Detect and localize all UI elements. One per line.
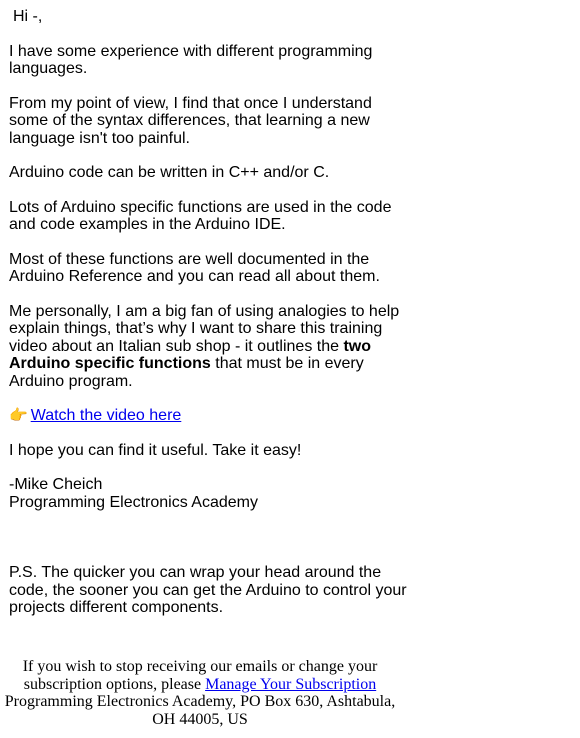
video-link-line (9, 407, 409, 425)
paragraph-reference: Most of these functions are well documented in the Arduino Reference and you can read all about them. (9, 250, 380, 285)
paragraph-closing: I hope you can find it useful. Take it easy! (9, 441, 302, 459)
paragraph-languages: Arduino code can be written in C++ and/or C. (9, 164, 330, 181)
paragraph-functions: Lots of Arduino specific functions are used in the code and code examples in the Arduino IDE. (9, 198, 392, 233)
analogies-text-start: Me personally, I am a big fan of using analogies to help explain things, that’s why I want to share this training video about an Italian sub shop - it outlines the (9, 302, 400, 355)
email-footer (0, 658, 400, 728)
greeting: Hi -, (13, 8, 43, 25)
paragraph-experience: I have some experience with different programming languages. (9, 42, 373, 77)
paragraph-syntax: From my point of view, I find that once I understand some of the syntax differences, that learning a new language isn't too painful. (9, 94, 372, 147)
footer-address: Programming Electronics Academy, PO Box 630, Ashtabula, OH 44005, US (4, 693, 396, 728)
manage-subscription-link[interactable]: Manage Your Subscription (205, 675, 377, 693)
footer-unsubscribe-text: If you wish to stop receiving our emails or change your subscription options, please (22, 658, 378, 693)
signature-name: -Mike Cheich (9, 476, 103, 493)
postscript: P.S. The quicker you can wrap your head around the code, the sooner you can get the Arduino to control your projects different components. (9, 564, 407, 616)
analogies-bold: two Arduino specific functions (9, 337, 371, 372)
signature (9, 476, 409, 511)
signature-org: Programming Electronics Academy (9, 493, 258, 511)
analogies-text-end: that must be in every Arduino program. (9, 355, 364, 390)
email-body (9, 8, 409, 528)
paragraph-analogies (9, 303, 409, 391)
pointing-hand-icon: 👉 (9, 407, 28, 424)
watch-video-link[interactable]: Watch the video here (30, 407, 182, 424)
